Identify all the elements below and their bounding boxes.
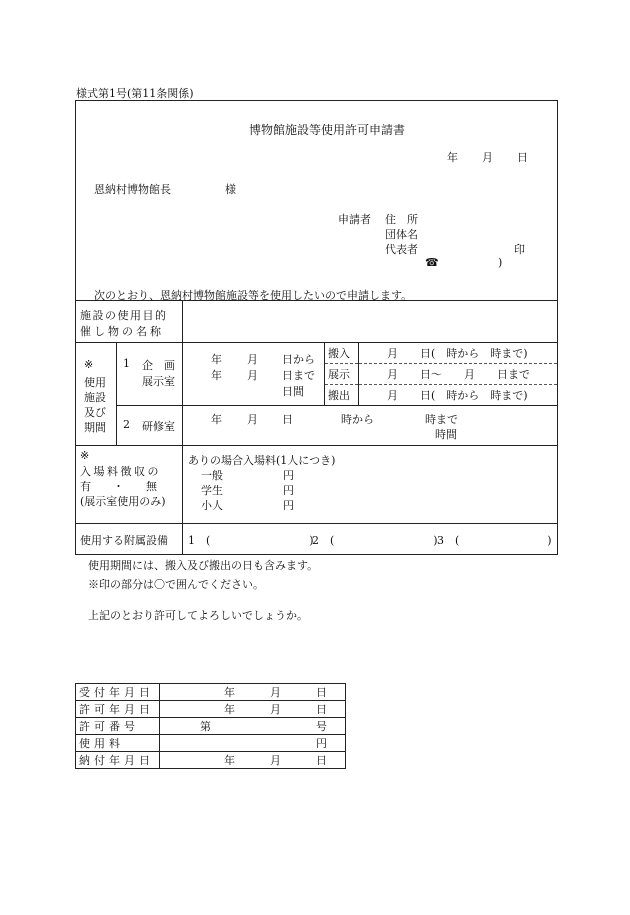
applicant-label: 申請者: [338, 213, 371, 226]
month-unit: 月: [270, 754, 281, 767]
room1-period-cell[interactable]: [183, 343, 325, 406]
room2-from-hour: 時から: [341, 413, 374, 426]
office-key: 使用料: [76, 735, 160, 752]
period-label-4: 期間: [84, 420, 106, 434]
equipment-item-1[interactable]: 1 ( ): [188, 534, 314, 547]
date-month: 月: [482, 151, 493, 164]
application-header-box: [75, 100, 558, 301]
office-key: 許可年月日: [76, 701, 160, 718]
fee-label-3: (展示室使用のみ): [80, 495, 166, 508]
period-label-cell: [76, 343, 117, 446]
room1-to-month: 月: [247, 369, 258, 382]
equipment-item-2[interactable]: 2 ( ): [312, 534, 438, 547]
fee-general-unit: 円: [283, 469, 294, 482]
day-unit: 日: [316, 703, 327, 716]
approval-text: 上記のとおり許可してよろしいでしょうか。: [88, 609, 308, 622]
room1-to-day: 日まで: [282, 369, 315, 382]
office-value[interactable]: [160, 684, 346, 701]
month-unit: 月: [270, 686, 281, 699]
month-unit: 月: [270, 703, 281, 716]
day-unit: 日: [316, 686, 327, 699]
seal-label: 印: [514, 243, 525, 256]
room2-to-hour: 時まで: [425, 413, 458, 426]
fee-label-cell: [76, 446, 183, 524]
schedule-row-text: 月 日( 時から 時まで): [359, 343, 558, 364]
note-2: ※印の部分は〇で囲んでください。: [88, 578, 264, 591]
day-unit: 日: [316, 754, 327, 767]
fee-general-label: 一般: [201, 469, 223, 482]
phone-close-paren: ): [498, 256, 503, 269]
room2-hours: 時間: [435, 428, 457, 441]
fee-student-label: 学生: [201, 484, 223, 497]
application-table: [75, 300, 558, 555]
document-title: 博物館施設等使用許可申請書: [249, 123, 406, 137]
number-suffix: 号: [316, 720, 327, 733]
room1-from-month: 月: [247, 353, 258, 366]
representative-label: 代表者: [385, 243, 418, 256]
schedule-subtable: [325, 343, 557, 405]
room2-month: 月: [247, 413, 258, 426]
date-year: 年: [447, 151, 458, 164]
addressee: 恩納村博物館長: [94, 183, 171, 196]
fee-detail-cell[interactable]: [183, 446, 558, 524]
office-row: [76, 701, 346, 718]
schedule-row[interactable]: [325, 364, 557, 385]
schedule-row-label: 搬出: [325, 385, 359, 406]
year-unit: 年: [224, 686, 235, 699]
date-day: 日: [517, 151, 528, 164]
period-label-2: 施設: [84, 390, 106, 404]
purpose-label-1: 施設の使用目的: [80, 309, 168, 322]
schedule-row-text: 月 日( 時から 時まで): [387, 389, 528, 402]
room2-day: 日: [282, 413, 293, 426]
group-label: 団体名: [385, 228, 418, 241]
room2-name: 研修室: [142, 420, 175, 433]
fee-child-unit: 円: [283, 499, 294, 512]
room1-number: 1: [123, 357, 130, 370]
room1-from-year: 年: [211, 353, 222, 366]
fee-row: [76, 446, 558, 524]
fee-head: ありの場合入場料(1人につき): [188, 454, 336, 467]
fee-label-1: 入場料徴収の: [80, 465, 161, 478]
schedule-row-label: 展示: [325, 364, 359, 385]
purpose-input-cell[interactable]: [183, 301, 558, 343]
yen-unit: 円: [316, 737, 327, 750]
office-key: 納付年月日: [76, 752, 160, 769]
equipment-label: 使用する附属設備: [80, 534, 168, 547]
phone-icon: ☎: [425, 256, 439, 269]
room1-to-year: 年: [211, 369, 222, 382]
equipment-row: [76, 524, 558, 555]
equipment-input-cell[interactable]: [183, 524, 558, 555]
office-value[interactable]: [160, 735, 346, 752]
office-row: [76, 718, 346, 735]
note-1: 使用期間には、搬入及び搬出の日も含みます。: [88, 559, 319, 572]
room1-schedule-cell: [325, 343, 558, 406]
schedule-row[interactable]: [325, 343, 557, 364]
room1-from-day: 日から: [282, 353, 315, 366]
fee-presence-choice[interactable]: 有 ・ 無: [80, 480, 157, 493]
period-label-1: 使用: [84, 375, 106, 389]
training-room-row: [76, 406, 558, 446]
room2-period-cell[interactable]: [183, 406, 558, 446]
number-prefix: 第: [200, 720, 211, 733]
room1-days: 日間: [282, 385, 304, 398]
period-label-3: 及び: [84, 405, 106, 419]
purpose-label-cell: [76, 301, 183, 343]
period-mark: ※: [84, 357, 94, 371]
schedule-row-label: 搬入: [325, 343, 359, 364]
office-use-table: [75, 683, 346, 769]
room1-name-2: 展示室: [142, 375, 175, 388]
office-key: 受付年月日: [76, 684, 160, 701]
office-value[interactable]: [160, 718, 346, 735]
office-row: [76, 684, 346, 701]
office-row: [76, 752, 346, 769]
office-key: 許可番号: [76, 718, 160, 735]
purpose-row: [76, 301, 558, 343]
equipment-item-3[interactable]: 3 ( ): [437, 534, 552, 547]
exhibition-room-row: [76, 343, 558, 406]
office-value[interactable]: [160, 701, 346, 718]
schedule-row[interactable]: [325, 385, 557, 406]
year-unit: 年: [224, 754, 235, 767]
office-value[interactable]: [160, 752, 346, 769]
year-unit: 年: [224, 703, 235, 716]
equipment-label-cell: [76, 524, 183, 555]
schedule-row-text: 月 日〜 月 日まで: [359, 364, 558, 385]
address-label: 住 所: [385, 213, 418, 226]
room1-name-cell: [117, 343, 183, 406]
room2-name-cell: [117, 406, 183, 446]
application-statement: 次のとおり、恩納村博物館施設等を使用したいので申請します。: [94, 289, 413, 302]
fee-student-unit: 円: [283, 484, 294, 497]
fee-child-label: 小人: [201, 499, 223, 512]
honorific: 様: [225, 183, 236, 196]
room1-name-1: 企 画: [142, 359, 175, 372]
room2-number: 2: [123, 418, 130, 431]
room2-year: 年: [211, 413, 222, 426]
purpose-label-2: 催し物の名称: [80, 325, 164, 338]
office-row: [76, 735, 346, 752]
fee-mark: ※: [80, 449, 90, 462]
form-number: 様式第1号(第11条関係): [76, 87, 194, 100]
